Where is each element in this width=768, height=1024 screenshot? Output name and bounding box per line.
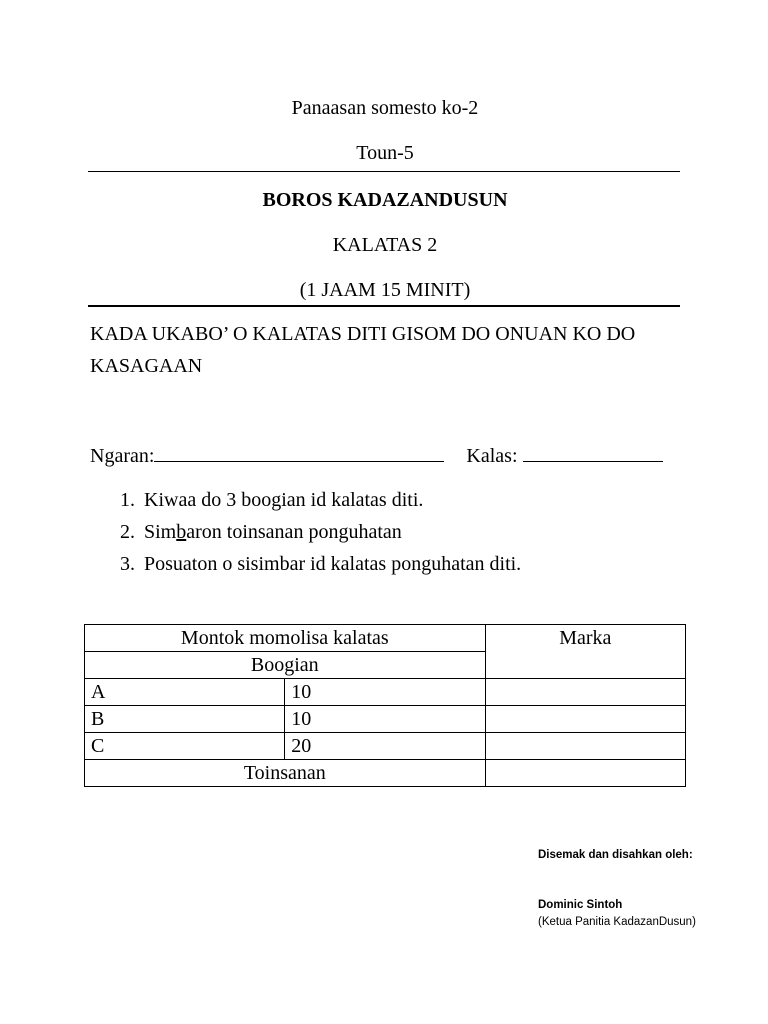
rule-text-start: Sim (144, 521, 177, 543)
rule-item (140, 484, 740, 516)
verifier-name: Dominic Sintoh (538, 899, 623, 911)
class-label: Kalas: (466, 445, 518, 467)
instruction-line-2: KASAGAAN (90, 355, 203, 377)
section-cell: B (85, 706, 285, 733)
verification-label: Disemak dan disahkan oleh: (538, 849, 693, 861)
rules-list (90, 484, 740, 580)
top-rule (88, 171, 680, 172)
name-field[interactable] (154, 443, 444, 462)
header-marks: Marka (485, 625, 685, 679)
rule-item (140, 548, 740, 580)
section-cell: A (85, 679, 285, 706)
year-label: Toun-5 (356, 142, 414, 164)
rule-text: Kiwaa do 3 boogian id kalatas diti. (144, 489, 424, 511)
total-label: Toinsanan (85, 760, 486, 787)
score-cell: 10 (285, 706, 485, 733)
name-label: Ngaran: (90, 445, 155, 467)
bottom-rule (88, 305, 680, 307)
subject-title: BOROS KADAZANDUSUN (262, 189, 508, 211)
table-row (85, 733, 686, 760)
score-cell: 20 (285, 733, 485, 760)
table-row (85, 706, 686, 733)
table-total-row (85, 760, 686, 787)
subheader: Boogian (85, 652, 486, 679)
verifier-role: (Ketua Panitia KadazanDusun) (538, 916, 696, 928)
marks-cell[interactable] (485, 706, 685, 733)
section-cell: C (85, 733, 285, 760)
score-cell: 10 (285, 679, 485, 706)
table-row (85, 679, 686, 706)
paper-label: KALATAS 2 (332, 234, 438, 256)
instruction (90, 318, 690, 382)
rule-text-end: aron toinsanan ponguhatan (186, 521, 402, 543)
rule-text: Posuaton o sisimbar id kalatas ponguhatan diti. (144, 553, 522, 575)
marks-cell[interactable] (485, 733, 685, 760)
exam-title: Panaasan somesto ko-2 (291, 97, 479, 119)
marks-cell[interactable] (485, 679, 685, 706)
student-fields (90, 443, 690, 468)
class-field[interactable] (523, 443, 663, 462)
header-main: Montok momolisa kalatas (85, 625, 486, 652)
table-header-row (85, 625, 686, 652)
instruction-line-1: KADA UKABO’ O KALATAS DITI GISOM DO ONUAN KO DO (90, 323, 636, 345)
rule-text-underlined: b (176, 521, 187, 543)
duration-label: (1 JAAM 15 MINIT) (299, 279, 471, 301)
total-marks-cell[interactable] (485, 760, 685, 787)
marks-table (84, 624, 686, 787)
rule-item (140, 516, 740, 548)
